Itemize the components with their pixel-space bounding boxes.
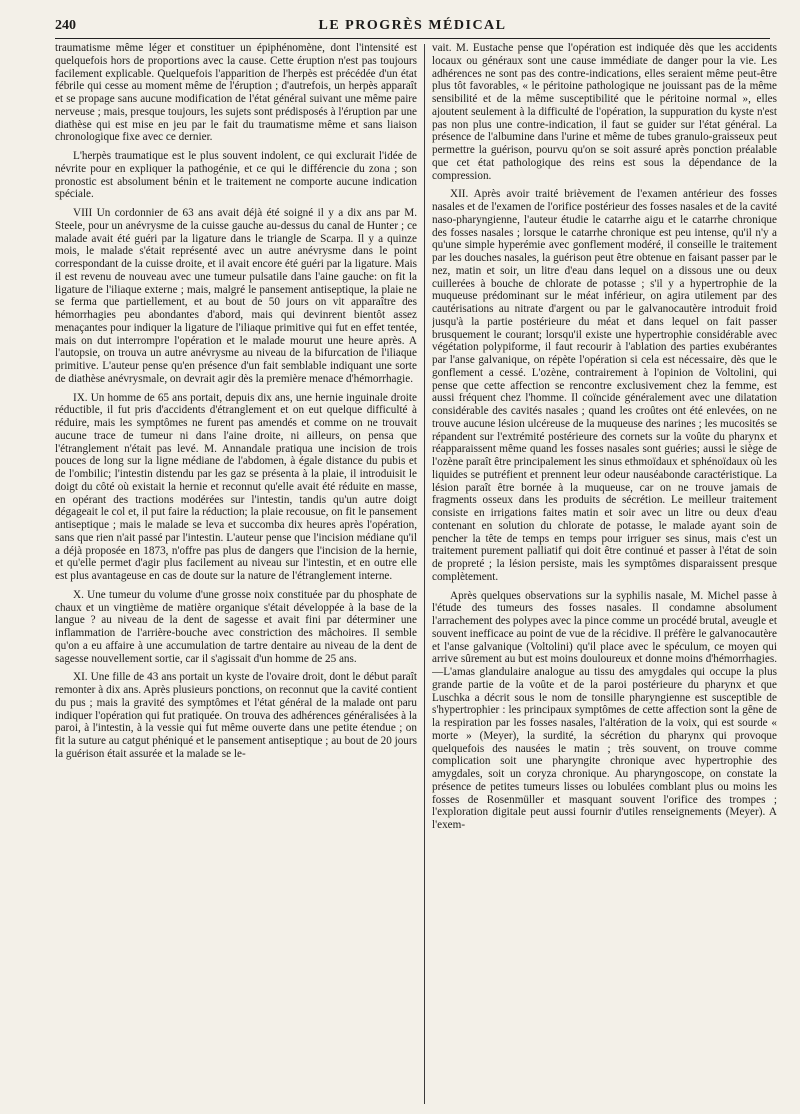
paragraph-case-x: X. Une tumeur du volume d'une grosse noix constituée par du phosphate de chaux et un vingtième de matière organique s'était développée à la base de la langue ? au niveau de la dent de sagesse et avait fini par déterminer une inflammation de l'arrière-bouche avec constriction des mâchoires. Il semble qu'on a eu affaire à une accumulation de tartre dentaire au niveau de la dent de sagesse nouvellement sortie, car il s'agissait d'un homme de 25 ans. <box>55 588 417 665</box>
paragraph-herpes-traumatique: L'herpès traumatique est le plus souvent indolent, ce qui exclurait l'idée de névrite pour en expliquer la pathogénie, et ce qui le différencie du zona ; son pronostic est absolument bénin et le traitement ne comporte aucune indication spéciale. <box>55 150 417 201</box>
left-column <box>55 42 417 1104</box>
journal-title: LE PROGRÈS MÉDICAL <box>318 18 507 33</box>
paragraph-case-viii: VIII Un cordonnier de 63 ans avait déjà été soigné il y a dix ans par M. Steele, pour un anévrysme de la cuisse gauche au-dessus du canal de Hunter ; ce malade avait été guéri par la ligature dans le triangle de Scarpa. Il y a quinze mois, le malade s'était représenté avec un autre anévrysme dans le point correspondant de la cuisse droite, et il avait encore été guéri par la ligature. Mais il est revenu de nouveau avec une tumeur pulsatile dans l'aine gauche: on fit la ligature de l'iliaque externe ; mais, malgré le pansement antiseptique, la plaie ne se ferma que partiellement, et au bout de 50 jours on vit apparaître des hémorrhagies peu abondantes d'abord, mais qui devinrent bientôt assez menaçantes pour indiquer la ligature de l'iliaque primitive qui fut en effet tentée, mais on dut interrompre l'opération et le malade mourut une heure après. A l'autopsie, on trouva un autre anévrysme au niveau de la bifurcation de l'iliaque primitive. L'auteur pense qu'en présence d'un fait semblable indiquant une sorte de diathèse anévrysmale, on devrait agir dès la première menace d'hémorrhagie. <box>55 207 417 385</box>
page-header <box>55 16 770 39</box>
paragraph-nasal-tumors: Après quelques observations sur la syphilis nasale, M. Michel passe à l'étude des tumeurs des fosses nasales. Il condamne absolument l'arrachement des polypes avec la pince comme un procédé brutal, aveugle et souvent inefficace au point de vue de la récidive. Il préfère le galvanocautère et l'anse galvanique (Voltolini) qu'il place avec le spéculum, ce moyen qui arrive sûrement au but est moins douloureux et donne moins d'hémorrhagies.—L'amas glandulaire analogue au tissu des amygdales qui occupe la plus grande partie de la voûte et de la paroi postérieure du pharynx et que Luschka a décrit sous le nom de tonsille pharyngienne est susceptible de s'hypertrophier : les principaux symptômes de cette affection sont la gêne de la respiration par les fosses nasales, l'altération de la voix, qui est sourde « morte » (Meyer), la surdité, la sécrétion du pharynx qui provoque quelquefois des nausées le matin ; très souvent, on trouve comme complication soit une pharyngite chronique avec hypertrophie des amygdales, soit un coryza chronique. Au pharyngoscope, on constate la présence de petites tumeurs lisses ou lobulées comblant plus ou moins les fosses de Rosenmüller et masquant souvent l'orifice des trompes ; l'exploration digitale peut aussi fournir d'utiles renseignements (Meyer). A l'exem- <box>432 589 777 831</box>
paragraph-case-xi: XI. Une fille de 43 ans portait un kyste de l'ovaire droit, dont le début paraît remonter à dix ans. Après plusieurs ponctions, on reconnut que la cavité contient du pus ; mais la gravité des symptômes et l'état général de la malade ont paru indiquer l'opération qui fut pratiquée. On trouva des adhérences généralisées à la paroi, à l'intestin, à la vessie qui fut même ouverte dans une petite étendue ; on fit la suture au catgut phéniqué et le pansement antiseptique ; au bout de 20 jours la guérison était assurée et la malade se le- <box>55 671 417 760</box>
page-number: 240 <box>55 18 76 33</box>
right-column <box>432 42 777 1104</box>
paragraph-section-xii: XII. Après avoir traité brièvement de l'examen antérieur des fosses nasales et de l'examen de l'orifice postérieur des fosses nasales et de la cavité naso-pharyngienne, l'auteur étudie le catarrhe aigu et le catarrhe chronique des fosses nasales ; lorsque le catarrhe chronique est peu intense, qu'il n'y a qu'une simple hyperémie avec gonflement modéré, il conseille le traitement par les douches nasales, la guérison peut être obtenue en faisant passer par le nez, matin et soir, un litre d'eau dans lequel on a dissous une ou deux cuillerées à bouche de chlorate de potasse ; s'il y a hypertrophie de la muqueuse prédominant sur le méat inférieur, on agira utilement par des cautérisations au nitrate d'argent ou par le galvanocautère introduit froid jusqu'à la partie postérieure du méat et dans lequel on fait passer brusquement le courant; lorsqu'il existe une hypertrophie considérable avec végétation polypiforme, il faut recourir à l'ablation des parties exubérantes par l'anse galvanique, on répète l'opération si cela est nécessaire, dès que le gonflement a cessé. L'ozène, contrairement à l'opinion de Voltolini, qui pense que cette affection se rencontre exclusivement chez la femme, est aussi fréquent chez l'homme. Il coïncide généralement avec une dilatation considérable des cavités nasales ; quand les croûtes ont été enlevées, on ne trouve aucune lésion ulcéreuse de la muqueuse des narines ; les mucosités se répandent sur l'extrémité postérieure des cornets sur la voûte du pharynx et réapparaissent même quand les fosses nasales sont guéries; aussi le siège de l'ozène paraît être principalement les sinus ethmoïdaux et sphénoïdaux où les liquides se putréfient et prennent leur odeur nauséabonde caractéristique. La lésion paraît être bornée à la muqueuse, car on ne trouve jamais de fragments osseux dans les produits de sécrétion. Le meilleur traitement consiste en irrigations faites matin et soir avec un litre ou deux d'eau contenant en solution du chlorate de potasse, le malade ayant soin de pencher la tête de temps en temps pour irriguer ses sinus, mais c'est un traitement purement palliatif qui doit être continué et passer à l'état de soin de propreté ; la lésion persiste, mais les symptômes disparaissent presque complètement. <box>432 188 777 583</box>
paragraph-case-xi-continued: vait. M. Eustache pense que l'opération est indiquée dès que les accidents locaux ou généraux sont une cause immédiate de danger pour la vie. Les adhérences ne sont pas des contre-indications, elles seraient même peut-être plus tôt favorables, « le péritoine pathologique ne jouissant pas de la même sensibilité et de la même susceptibilité que le péritoine normal », elles ajoutent seulement à la difficulté de l'opération, la suppuration du kyste n'est pas non plus une contre-indication, il faut se guider sur l'état général. La présence de l'albumine dans l'urine et même de tubes granulo-graisseux peut permettre la guérison, pourvu qu'on se soit assuré après ponction préalable que cet état pathologique des reins est sous la dépendance de la compression. <box>432 42 777 182</box>
paragraph-herpes-continued: traumatisme même léger et constituer un épiphénomène, dont l'intensité est quelquefois hors de proportions avec la cause. Cette éruption n'est pas toujours facilement explicable. Quelquefois l'apparition de l'herpès est précédée d'un état fébrile qui cesse au moment même de l'éruption ; d'autrefois, un herpès apparaît et se propage sans aucune modification de l'état général suivant une même paire nerveuse ; mais, presque toujours, les sujets sont prédisposés à l'éruption par une diathèse qui est mise en jeu par le fait du traumatisme même et sans liaison chronologique fixe avec ce dernier. <box>55 42 417 144</box>
column-divider <box>424 44 425 1104</box>
paragraph-case-ix: IX. Un homme de 65 ans portait, depuis dix ans, une hernie inguinale droite réductible, il fut pris d'accidents d'étranglement et on eut quelque difficulté à réduire, mais les symptômes ne furent pas amendés et comme on ne trouvait aucune trace de tumeur ni dans l'aine droite, ni ailleurs, on pensa que l'étranglement n'était pas levé. M. Annandale pratiqua une incision de trois pouces de long sur la ligne médiane de l'abdomen, à égale distance du pubis et de l'ombilic; l'intestin distendu par les gaz se présenta à la plaie, il introduisit le doigt du côté où existait la hernie et reconnut qu'elle avait été réduite en masse, en opérant des tractions modérées sur l'intestin, tandis qu'un autre doigt dégageait le col et, il put faire la réduction; la plaie recousue, on fit le pansement antiseptique ; mais le malade se leva et succomba dix heures après l'opération, sans que rien n'ait passé par l'intestin. L'auteur pense que l'incision médiane qu'il a déjà proposée en 1873, n'offre pas plus de dangers que l'incision de la hernie, et qu'elle permet d'agir plus facilement au niveau sur l'intestin, et en outre elle est plus avantageuse en cas de doute sur la nature de l'étranglement interne. <box>55 391 417 582</box>
